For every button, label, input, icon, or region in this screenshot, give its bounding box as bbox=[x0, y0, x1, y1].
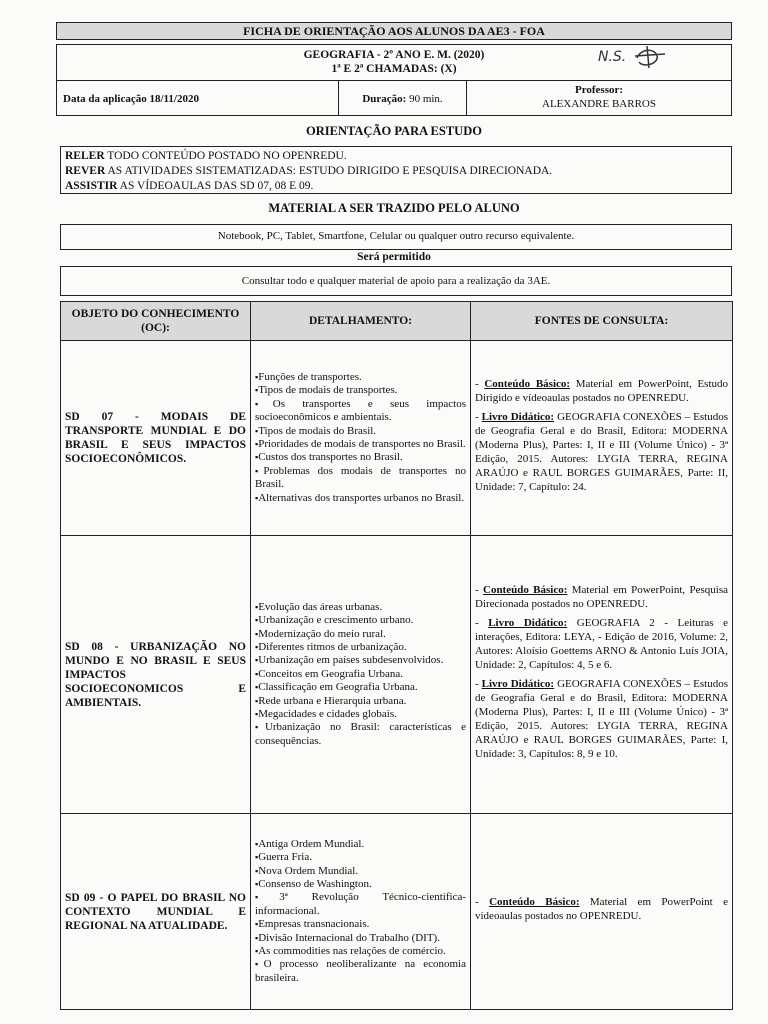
sources-cell bbox=[471, 341, 733, 536]
detail-item: ▪ Rede urbana e Hierarquia urbana. bbox=[255, 695, 466, 708]
source-text: Material em PowerPoint, Estudo Dirigido e vídeoaulas postados no OPENREDU. bbox=[475, 378, 729, 404]
source-text: Material em PowerPoint, Pesquisa Direcionada postados no OPENREDU. bbox=[475, 584, 728, 610]
detail-item: ▪ 3ª Revolução Técnico-científica-informacional. bbox=[255, 891, 466, 918]
detail-item: ▪ Prioridades de modais de transportes no Brasil. bbox=[255, 438, 466, 451]
duration-label: Duração: bbox=[362, 93, 407, 105]
table-row bbox=[61, 341, 733, 536]
detail-item: ▪ Urbanização no Brasil: características e consequências. bbox=[255, 721, 466, 748]
source-label: Conteúdo Básico: bbox=[483, 584, 568, 596]
material-box: Notebook, PC, Tablet, Smartfone, Celular ou qualquer outro recurso equivalente. bbox=[60, 224, 732, 250]
detail-item: ▪ Conceitos em Geografia Urbana. bbox=[255, 668, 466, 681]
orientation-line bbox=[65, 149, 727, 164]
detail-item: ▪ Os transportes e seus impactos socioeconômicos e ambientais. bbox=[255, 398, 466, 425]
source-label: Conteúdo Básico: bbox=[484, 378, 571, 390]
oc-cell: SD 09 - O PAPEL DO BRASIL NO CONTEXTO MUNDIAL E REGIONAL NA ATUALIDADE. bbox=[61, 814, 251, 1010]
table-row bbox=[61, 536, 733, 814]
detail-item: ▪ Antiga Ordem Mundial. bbox=[255, 838, 466, 851]
handwritten-note bbox=[598, 44, 671, 70]
detail-cell bbox=[251, 341, 471, 536]
detail-item: ▪ Divisão Internacional do Trabalho (DIT). bbox=[255, 932, 466, 945]
detail-item: ▪ Alternativas dos transportes urbanos no Brasil. bbox=[255, 492, 466, 505]
sources-cell bbox=[471, 536, 733, 814]
application-date: Data da aplicação 18/11/2020 bbox=[57, 81, 339, 115]
detail-item: ▪ Consenso de Washington. bbox=[255, 878, 466, 891]
table-row bbox=[61, 814, 733, 1010]
detail-item: ▪ Custos dos transportes no Brasil. bbox=[255, 451, 466, 464]
orientation-text: TODO CONTEÚDO POSTADO NO OPENREDU. bbox=[104, 150, 347, 162]
source-entry: - Livro Didático: GEOGRAFIA CONEXÕES – Estudos de Geografia Geral e do Brasil, Editora: MODERNA (Moderna Plus), Partes: I, II e III (Volume Único) - 3ª Edição, 2015. Autores: LYGIA TERRA, REGINA ARAÚJO e RAUL BORGES GUIMARÃES, Parte: II, Unidade: 7, Capítulo: 24. bbox=[475, 411, 728, 493]
source-text: GEOGRAFIA CONEXÕES – Estudos de Geografia Geral e do Brasil, Editora: MODERNA (Moderna Plus), Partes: I, II e III (Volume Único) - 3ª Edição, 2015. Autores: LYGIA TERRA, REGINA ARAÚJO e RAUL BORGES GUIMARÃES, Parte: II, Unidade: 7, Capítulo: 24. bbox=[475, 411, 728, 493]
permitted-box: Consultar todo e qualquer material de apoio para a realização da 3AE. bbox=[60, 266, 732, 296]
source-entry: - Livro Didático: GEOGRAFIA 2 - Leituras e interações, Editora: LEYA, - Edição de 2016, Volume: 2, Autores: Aloísio Goettems ARNO & Antonio Luís JOIA, Unidade: 2, Capítulos: 4, 5 e 6. bbox=[475, 617, 728, 671]
detail-item: ▪ Tipos de modais de transportes. bbox=[255, 384, 466, 397]
detail-item: ▪ Modernização do meio rural. bbox=[255, 628, 466, 641]
column-header-detail: DETALHAMENTO: bbox=[251, 302, 471, 341]
orientation-box bbox=[60, 146, 732, 194]
oc-cell: SD 08 - URBANIZAÇÃO NO MUNDO E NO BRASIL E SEUS IMPACTOS SOCIOECONOMICOS E AMBIENTAIS. bbox=[61, 536, 251, 814]
detail-item: ▪ Funções de transportes. bbox=[255, 371, 466, 384]
detail-item: ▪ Urbanização e crescimento urbano. bbox=[255, 614, 466, 627]
source-label: Livro Didático: bbox=[481, 411, 555, 423]
professor bbox=[467, 81, 731, 115]
detail-item: ▪ Guerra Fria. bbox=[255, 851, 466, 864]
detail-list bbox=[255, 601, 466, 748]
orientation-text: AS VÍDEOAULAS DAS SD 07, 08 E 09. bbox=[117, 180, 314, 192]
orientation-title: ORIENTAÇÃO PARA ESTUDO bbox=[306, 124, 482, 138]
detail-cell bbox=[251, 536, 471, 814]
source-label: Livro Didático: bbox=[488, 617, 568, 629]
source-label: Conteúdo Básico: bbox=[489, 896, 580, 908]
source-entry: - Conteúdo Básico: Material em PowerPoint, Estudo Dirigido e vídeoaulas postados no OPENREDU. bbox=[475, 378, 729, 404]
signature-scribble bbox=[631, 44, 671, 70]
table-header-row bbox=[61, 302, 733, 341]
orientation-keyword: RELER bbox=[65, 150, 105, 162]
column-header-sources: FONTES DE CONSULTA: bbox=[471, 302, 733, 341]
detail-item: ▪ Diferentes ritmos de urbanização. bbox=[255, 641, 466, 654]
source-text: GEOGRAFIA CONEXÕES – Estudos de Geografia Geral e do Brasil, Editora: MODERNA (Moderna Plus), Partes: I, II e III (Volume Único) - 3ª Edição, 2015. Autores: LYGIA TERRA, REGINA ARAÚJO e RAUL BORGES GUIMARÃES, Parte: I, Unidade: 3, Capítulos: 8, 9 e 10. bbox=[475, 678, 728, 760]
source-entry: - Conteúdo Básico: Material em PowerPoint, Pesquisa Direcionada postados no OPENREDU. bbox=[475, 584, 728, 610]
detail-item: ▪ Urbanização em países subdesenvolvidos. bbox=[255, 654, 466, 667]
detail-cell bbox=[251, 814, 471, 1010]
orientation-keyword: ASSISTIR bbox=[65, 180, 118, 192]
detail-item: ▪ Megacidades e cidades globais. bbox=[255, 708, 466, 721]
oc-cell: SD 07 - MODAIS DE TRANSPORTE MUNDIAL E DO BRASIL E SEUS IMPACTOS SOCIOECONÔMICOS. bbox=[61, 341, 251, 536]
source-label: Livro Didático: bbox=[481, 678, 555, 690]
detail-item: ▪ Empresas transnacionais. bbox=[255, 918, 466, 931]
detail-item: ▪ Evolução das áreas urbanas. bbox=[255, 601, 466, 614]
detail-item: ▪ As commodities nas relações de comércio. bbox=[255, 945, 466, 958]
sources-cell bbox=[471, 814, 733, 1010]
content-table bbox=[60, 301, 733, 1010]
professor-name: ALEXANDRE BARROS bbox=[542, 98, 656, 110]
permitted-title: Será permitido bbox=[357, 251, 431, 263]
orientation-line bbox=[65, 164, 727, 179]
orientation-line bbox=[65, 179, 727, 194]
orientation-keyword: REVER bbox=[65, 165, 106, 177]
subject-line: GEOGRAFIA - 2º ANO E. M. (2020) bbox=[303, 49, 485, 61]
detail-list bbox=[255, 838, 466, 985]
source-entry: - Conteúdo Básico: Material em PowerPoint e vídeoaulas postados no OPENREDU. bbox=[475, 896, 728, 922]
calls-line: 1ª E 2ª CHAMADAS: (X) bbox=[331, 63, 457, 75]
detail-item: ▪ Problemas dos modais de transportes no Brasil. bbox=[255, 465, 466, 492]
professor-label: Professor: bbox=[574, 84, 624, 96]
column-header-oc: OBJETO DO CONHECIMENTO (OC): bbox=[61, 302, 251, 341]
duration-value: 90 min. bbox=[409, 93, 443, 105]
detail-list bbox=[255, 371, 466, 505]
source-text: GEOGRAFIA 2 - Leituras e interações, Editora: LEYA, - Edição de 2016, Volume: 2, Autores: Aloísio Goettems ARNO & Antonio Luís JOIA, Unidade: 2, Capítulos: 4, 5 e 6. bbox=[475, 617, 728, 671]
orientation-text: AS ATIVIDADES SISTEMATIZADAS: ESTUDO DIRIGIDO E PESQUISA DIRECIONADA. bbox=[105, 165, 553, 177]
detail-item: ▪ O processo neoliberalizante na economia brasileira. bbox=[255, 958, 466, 985]
duration bbox=[339, 81, 467, 115]
document-title: FICHA DE ORIENTAÇÃO AOS ALUNOS DA AE3 - FOA bbox=[56, 22, 732, 40]
detail-item: ▪ Tipos de modais do Brasil. bbox=[255, 425, 466, 438]
handwritten-initials: N.S. bbox=[598, 49, 627, 65]
detail-item: ▪ Nova Ordem Mundial. bbox=[255, 865, 466, 878]
detail-item: ▪ Classificação em Geografia Urbana. bbox=[255, 681, 466, 694]
source-entry: - Livro Didático: GEOGRAFIA CONEXÕES – Estudos de Geografia Geral e do Brasil, Editora: MODERNA (Moderna Plus), Partes: I, II e III (Volume Único) - 3ª Edição, 2015. Autores: LYGIA TERRA, REGINA ARAÚJO e RAUL BORGES GUIMARÃES, Parte: I, Unidade: 3, Capítulos: 8, 9 e 10. bbox=[475, 678, 728, 760]
material-title: MATERIAL A SER TRAZIDO PELO ALUNO bbox=[268, 201, 520, 215]
source-text: Material em PowerPoint e vídeoaulas postados no OPENREDU. bbox=[475, 896, 728, 922]
